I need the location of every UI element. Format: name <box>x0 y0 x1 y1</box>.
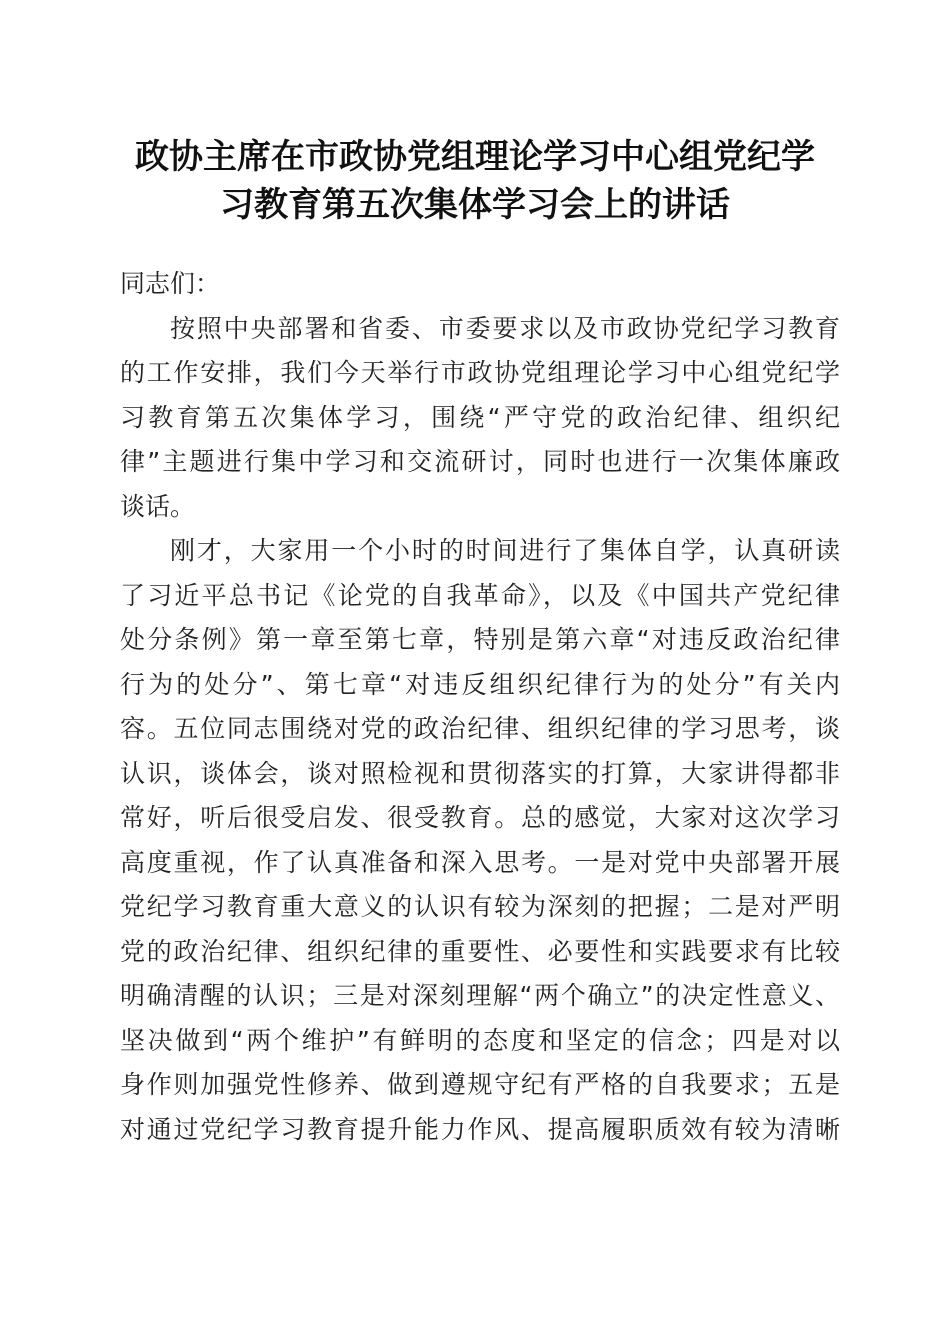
paragraph-line: 谈话。 <box>120 491 196 521</box>
paragraph-line: 处分条例》第一章至第七章，特别是第六章“对违反政治纪律 <box>120 625 840 654</box>
paragraph-line: 高度重视，作了认真准备和深入思考。一是对党中央部署开展 <box>120 847 840 877</box>
paragraph-line: 律”主题进行集中学习和交流研讨，同时也进行一次集体廉政 <box>120 447 840 476</box>
paragraph-1 <box>120 307 840 530</box>
paragraph-line: 习教育第五次集体学习，围绕“严守党的政治纪律、组织纪 <box>120 402 840 432</box>
paragraph-line: 明确清醒的认识；三是对深刻理解“两个确立”的决定性意义、 <box>120 981 840 1010</box>
paragraph-line: 认识，谈体会，谈对照检视和贯彻落实的打算，大家讲得都非 <box>120 758 840 788</box>
paragraph-line: 了习近平总书记《论党的自我革命》，以及《中国共产党纪律 <box>120 580 840 610</box>
paragraph-line: 党的政治纪律、组织纪律的重要性、必要性和实践要求有比较 <box>120 936 840 966</box>
paragraph-line: 对通过党纪学习教育提升能力作风、提高履职质效有较为清晰 <box>120 1114 840 1144</box>
document-body <box>120 262 840 1152</box>
paragraph-line: 按照中央部署和省委、市委要求以及市政协党纪学习教育 <box>170 313 840 343</box>
paragraph-line: 常好，听后很受启发、很受教育。总的感觉，大家对这次学习 <box>120 803 840 832</box>
paragraph-line: 的工作安排，我们今天举行市政协党组理论学习中心组党纪学 <box>120 358 840 387</box>
paragraph-line: 容。五位同志围绕对党的政治纪律、组织纪律的学习思考，谈 <box>120 714 840 743</box>
document-title <box>110 133 840 229</box>
title-line: 政协主席在市政协党组理论学习中心组党纪学 <box>135 137 815 177</box>
paragraph-line: 党纪学习教育重大意义的认识有较为深刻的把握；二是对严明 <box>120 892 840 921</box>
paragraph-line: 行为的处分”、第七章“对违反组织纪律行为的处分”有关内 <box>120 669 840 699</box>
greeting: 同志们： <box>120 269 221 298</box>
paragraph-line: 坚决做到“两个维护”有鲜明的态度和坚定的信念；四是对以 <box>120 1025 840 1055</box>
title-line: 习教育第五次集体学习会上的讲话 <box>220 185 730 225</box>
paragraph-line: 身作则加强党性修养、做到遵规守纪有严格的自我要求；五是 <box>120 1070 840 1099</box>
paragraph-2 <box>120 529 840 1152</box>
paragraph-line: 刚才，大家用一个小时的时间进行了集体自学，认真研读 <box>170 536 840 565</box>
